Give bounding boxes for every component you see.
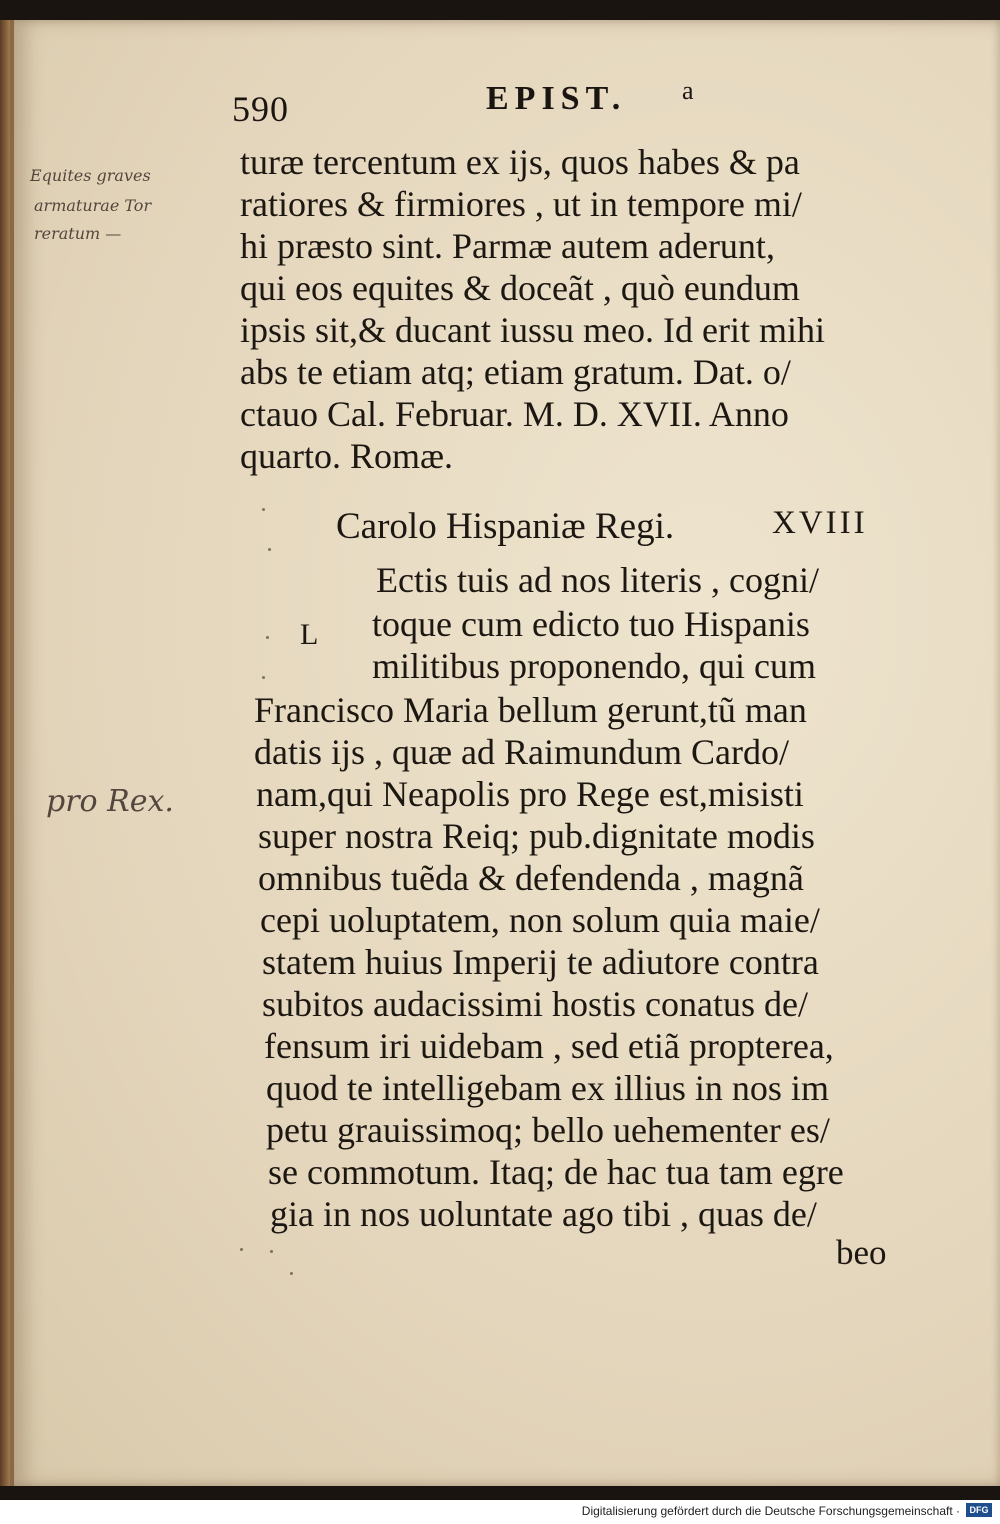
letter-heading: Carolo Hispaniæ Regi. — [336, 506, 675, 547]
dfg-logo: DFG — [966, 1503, 992, 1517]
text-line: statem huius Imperij te adiutore contra — [262, 942, 819, 982]
text-line: turæ tercentum ex ijs, quos habes & pa — [240, 142, 800, 182]
text-line: cepi uoluptatem, non solum quia maie/ — [260, 900, 820, 940]
text-line: gia in nos uoluntate ago tibi , quas de/ — [270, 1194, 817, 1234]
text-line: quarto. Romæ. — [240, 436, 453, 476]
text-line: toque cum edicto tuo Hispanis — [372, 604, 810, 644]
marginal-note: Equites graves — [30, 166, 151, 185]
page-number: 590 — [232, 89, 289, 129]
text-line: datis ijs , quæ ad Raimundum Cardo/ — [254, 732, 789, 772]
marginal-note: reratum — — [34, 224, 122, 243]
text-line: abs te etiam atq; etiam gratum. Dat. o/ — [240, 352, 791, 392]
text-line: ratiores & firmiores , ut in tempore mi/ — [240, 184, 802, 224]
running-title: EPIST. — [486, 80, 627, 117]
text-line: petu grauissimoq; bello uehementer es/ — [266, 1110, 830, 1150]
page-edge — [0, 20, 10, 1486]
text-line: Ectis tuis ad nos literis , cogni/ — [376, 560, 819, 600]
text-line: omnibus tuẽda & defendenda , magnã — [258, 858, 804, 898]
signature-mark: a — [682, 76, 694, 105]
footer-credit: Digitalisierung gefördert durch die Deutsche Forschungsgemeinschaft · — [581, 1504, 960, 1518]
text-line: ipsis sit,& ducant iussu meo. Id erit mihi — [240, 310, 825, 350]
text-line: quod te intelligebam ex illius in nos im — [266, 1068, 829, 1108]
letter-number: XVIII — [772, 505, 868, 541]
text-line: militibus proponendo, qui cum — [372, 646, 816, 686]
text-line: qui eos equites & doceãt , quò eundum — [240, 268, 800, 308]
text-line: hi præsto sint. Parmæ autem aderunt, — [240, 226, 775, 266]
text-line: fensum iri uidebam , sed etiã propterea, — [264, 1026, 834, 1066]
text-line: se commotum. Itaq; de hac tua tam egre — [268, 1152, 844, 1192]
text-line: subitos audacissimi hostis conatus de/ — [262, 984, 808, 1024]
marginal-note: armaturae Tor — [34, 196, 152, 215]
initial-letter: L — [300, 618, 319, 651]
marginal-note: pro Rex. — [46, 784, 174, 819]
text-line: Francisco Maria bellum gerunt,tũ man — [254, 690, 807, 730]
text-line: super nostra Reiq; pub.dignitate modis — [258, 816, 815, 856]
text-line: nam,qui Neapolis pro Rege est,misisti — [256, 774, 804, 814]
catchword: beo — [836, 1233, 887, 1272]
text-line: ctauo Cal. Februar. M. D. XVII. Anno — [240, 394, 789, 434]
